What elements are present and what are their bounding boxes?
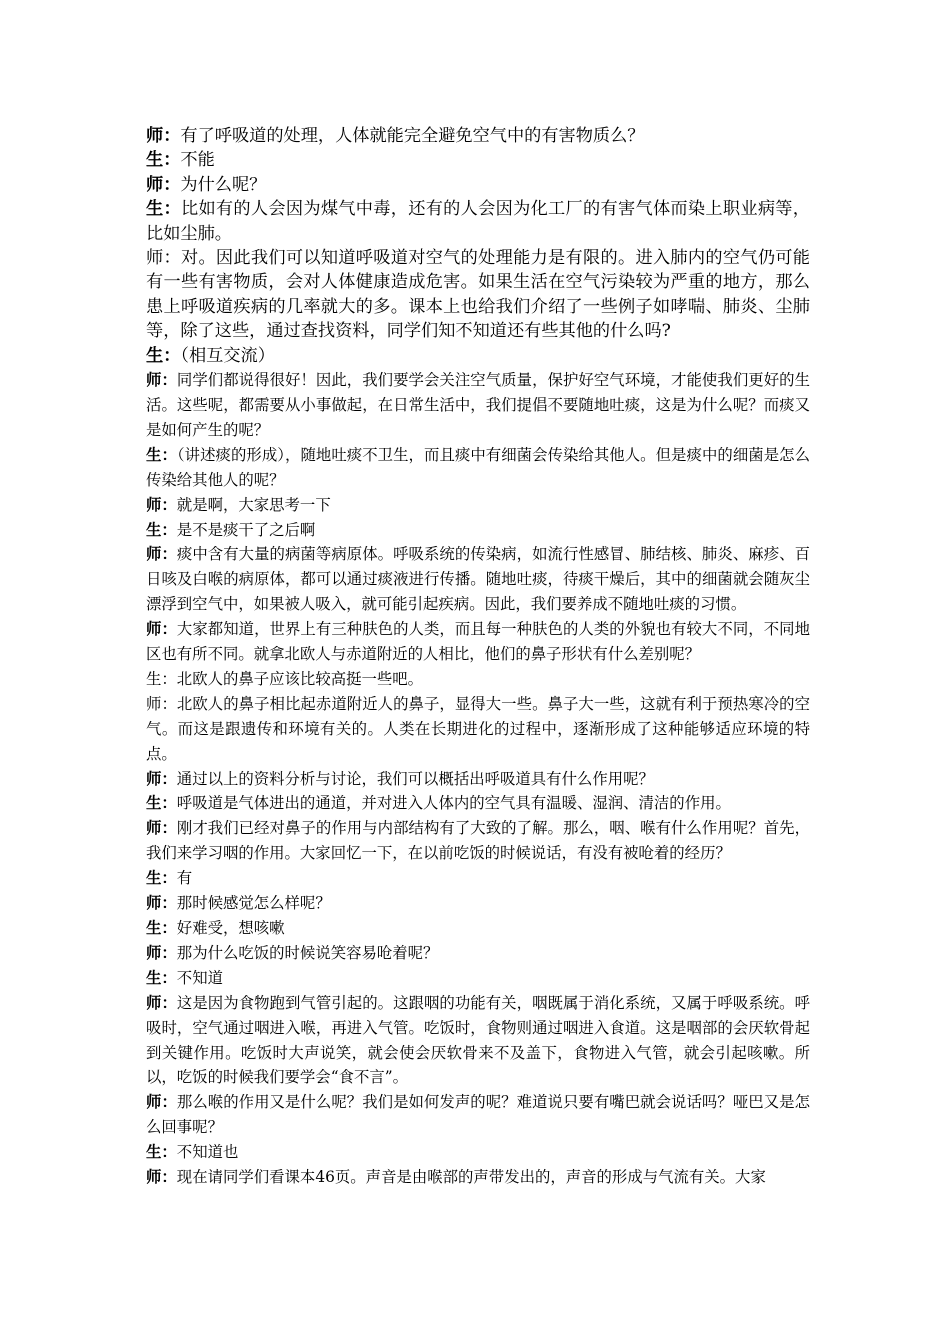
dialogue-text: 对。因此我们可以知道呼吸道对空气的处理能力是有限的。进入肺内的空气仍可能有一些有害物质，会对人体健康造成危害。如果生活在空气污染较为严重的地方，那么患上呼吸道疾病的几率就大的多。课本上也给我们介绍了一些例子如哮喘、肺炎、尘肺等，除了这些，通过查找资料，同学们知不知道还有些其他的什么吗?	[146, 248, 810, 342]
dialogue-line	[146, 816, 810, 866]
speaker-label: 生：	[146, 150, 181, 171]
speaker-label: 师：	[146, 1093, 177, 1112]
dialogue-text: 不知道也	[176, 1143, 239, 1162]
speaker-label: 生：	[146, 968, 177, 987]
dialogue-text: 好难受，想咳嗽	[176, 919, 285, 937]
dialogue-text: 大家都知道，世界上有三种肤色的人类，而且每一种肤色的人类的外貌也有较大不同，不同地区也有所不同。就拿北欧人与赤道附近的人相比，他们的鼻子形状有什么差别呢？	[146, 620, 810, 664]
dialogue-text: 那么喉的作用又是什么呢？我们是如何发声的呢？难道说只要有嘴巴就会说话吗？哑巴又是怎么回事呢？	[146, 1093, 810, 1137]
dialogue-text: 比如有的人会因为煤气中毒，还有的人会因为化工厂的有害气体而染上职业病等，比如尘肺。	[146, 199, 810, 244]
dialogue-text: （相互交流）	[180, 345, 275, 366]
dialogue-line	[146, 866, 810, 891]
dialogue-line	[146, 692, 810, 767]
document-page	[146, 124, 810, 1190]
dialogue-text: 不能	[180, 150, 215, 171]
dialogue-text: 有	[176, 869, 193, 888]
dialogue-line	[146, 173, 810, 197]
speaker-label: 师：	[146, 620, 177, 639]
dialogue-text: 北欧人的鼻子应该比较高挺一些吧。	[176, 669, 424, 688]
dialogue-line	[146, 916, 810, 941]
dialogue-text: 通过以上的资料分析与讨论，我们可以概括出呼吸道具有什么作用呢？	[176, 769, 654, 788]
speaker-label: 师：	[146, 1168, 177, 1187]
speaker-label: 师：	[146, 545, 177, 564]
dialogue-line	[146, 518, 810, 543]
speaker-label: 生：	[146, 345, 181, 366]
speaker-label: 师：	[146, 769, 177, 788]
dialogue-line	[146, 791, 810, 816]
dialogue-line	[146, 124, 810, 148]
dialogue-line	[146, 767, 810, 792]
dialogue-text: 同学们都说得很好！因此，我们要学会关注空气质量，保护好空气环境，才能使我们更好的生活。这些呢，都需要从小事做起，在日常生活中，我们提倡不要随地吐痰，这是为什么呢？而痰又是如何产生的呢？	[146, 371, 810, 439]
speaker-label: 师：	[146, 495, 177, 514]
dialogue-line	[146, 197, 810, 246]
dialogue-line	[146, 941, 810, 966]
speaker-label: 生：	[146, 919, 177, 937]
dialogue-line	[146, 966, 810, 991]
speaker-label: 生：	[146, 1143, 177, 1162]
dialogue-text: 痰中含有大量的病菌等病原体。呼吸系统的传染病，如流行性感冒、肺结核、肺炎、麻疹、百日咳及白喉的病原体，都可以通过痰液进行传播。随地吐痰，待痰干燥后，其中的细菌就会随灰尘漂浮到空气中，如果被人吸入，就可能引起疾病。因此，我们要养成不随地吐痰的习惯。	[146, 545, 810, 614]
dialogue-text: 这是因为食物跑到气管引起的。这跟咽的功能有关，咽既属于消化系统，又属于呼吸系统。呼吸时，空气通过咽进入喉，再进入气管。吃饭时，食物则通过咽进入食道。这是咽部的会厌软骨起到关键作用。吃饭时大声说笑，就会使会厌软骨来不及盖下，食物进入气管，就会引起咳嗽。所以，吃饭的时候我们要学会“食不言”。	[146, 993, 810, 1087]
dialogue-line	[146, 667, 810, 692]
dialogue-text: 为什么呢？	[180, 174, 267, 195]
speaker-label: 生：	[146, 669, 177, 688]
dialogue-line	[146, 443, 810, 493]
dialogue-text: 那为什么吃饭的时候说笑容易呛着呢？	[176, 943, 439, 962]
dialogue-line	[146, 542, 810, 617]
speaker-label: 生：	[146, 445, 177, 464]
dialogue-text: 那时候感觉怎么样呢？	[176, 894, 331, 913]
speaker-label: 师：	[146, 694, 177, 713]
speaker-label: 师：	[146, 993, 177, 1012]
dialogue-line	[146, 891, 810, 916]
speaker-label: 生：	[146, 869, 177, 888]
dialogue-line	[146, 991, 810, 1091]
speaker-label: 生：	[146, 199, 181, 220]
speaker-label: 师：	[146, 174, 181, 195]
dialogue-text: 刚才我们已经对鼻子的作用与内部结构有了大致的了解。那么，咽、喉有什么作用呢？首先，我们来学习咽的作用。大家回忆一下，在以前吃饭的时候说话，有没有被呛着的经历？	[146, 819, 810, 863]
dialogue-text: 北欧人的鼻子相比起赤道附近人的鼻子，显得大一些。鼻子大一些，这就有利于预热寒冷的空气。而这是跟遗传和环境有关的。人类在长期进化的过程中，逐渐形成了这种能够适应环境的特点。	[146, 694, 810, 763]
dialogue-line	[146, 1165, 810, 1190]
dialogue-line	[146, 148, 810, 172]
dialogue-line	[146, 493, 810, 518]
speaker-label: 师：	[146, 943, 177, 962]
dialogue-line	[146, 368, 810, 443]
speaker-label: 生：	[146, 794, 177, 813]
dialogue-text: 有了呼吸道的处理，人体就能完全避免空气中的有害物质么？	[180, 126, 645, 146]
dialogue-line	[146, 1090, 810, 1140]
speaker-label: 师：	[146, 894, 177, 913]
speaker-label: 生：	[146, 520, 177, 539]
dialogue-line	[146, 617, 810, 667]
dialogue-line	[146, 1140, 810, 1165]
speaker-label: 师：	[146, 248, 181, 269]
dialogue-line	[146, 344, 810, 368]
dialogue-text: 就是啊，大家思考一下	[176, 495, 331, 514]
dialogue-text: （讲述痰的形成），随地吐痰不卫生，而且痰中有细菌会传染给其他人。但是痰中的细菌是怎么传染给其他人的呢？	[146, 445, 810, 489]
dialogue-line	[146, 246, 810, 344]
dialogue-text: 是不是痰干了之后啊	[176, 520, 316, 539]
speaker-label: 师：	[146, 126, 181, 146]
speaker-label: 师：	[146, 371, 177, 390]
dialogue-text: 不知道	[176, 968, 223, 987]
speaker-label: 师：	[146, 819, 177, 838]
dialogue-text: 现在请同学们看课本46页。声音是由喉部的声带发出的，声音的形成与气流有关。大家	[176, 1168, 766, 1187]
dialogue-text: 呼吸道是气体进出的通道，并对进入人体内的空气具有温暖、湿润、清洁的作用。	[176, 794, 731, 813]
